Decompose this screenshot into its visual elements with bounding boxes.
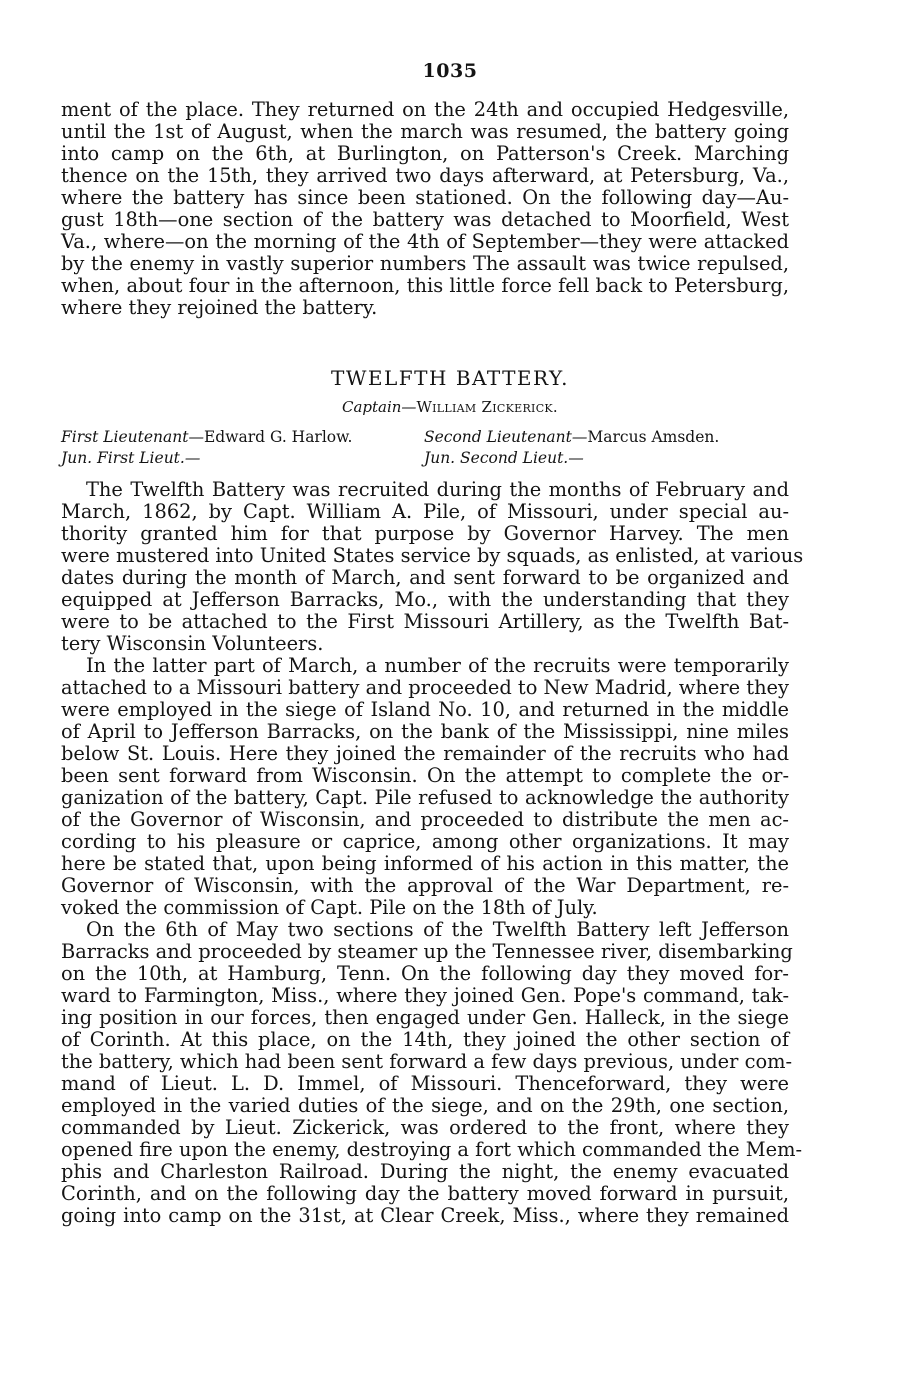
first-lieutenant: [61, 428, 352, 446]
second-lieutenant-name: Marcus Amsden.: [587, 428, 720, 446]
text-line: of the Governor of Wisconsin, and proceeded to distribute the men ac-: [61, 808, 789, 831]
text-line: Barracks and proceeded by steamer up the Tennessee river, disembarking: [61, 940, 793, 963]
text-line: cording to his pleasure or caprice, among other organizations. It may: [61, 830, 789, 853]
text-line: tery Wisconsin Volunteers.: [61, 632, 324, 655]
text-line: gust 18th—one section of the battery was detached to Moorfield, West: [61, 208, 789, 231]
text-line: thence on the 15th, they arrived two days afterward, at Petersburg, Va.,: [61, 164, 789, 187]
jun-second-lieutenant: Jun. Second Lieut.—: [424, 449, 584, 467]
text-line: of April to Jefferson Barracks, on the bank of the Mississippi, nine miles: [61, 720, 789, 743]
text-line: until the 1st of August, when the march was resumed, the battery going: [61, 120, 789, 143]
text-line: into camp on the 6th, at Burlington, on Patterson's Creek. Marching: [61, 142, 789, 165]
text-line: commanded by Lieut. Zickerick, was ordered to the front, where they: [61, 1116, 789, 1139]
text-line: ment of the place. They returned on the 24th and occupied Hedgesville,: [61, 98, 789, 121]
text-line: going into camp on the 31st, at Clear Creek, Miss., where they remained: [61, 1204, 789, 1227]
text-line: Corinth, and on the following day the battery moved forward in pursuit,: [61, 1182, 789, 1205]
text-line: mand of Lieut. L. D. Immel, of Missouri. Thenceforward, they were: [61, 1072, 789, 1095]
second-lieutenant-label: Second Lieutenant—: [424, 428, 588, 446]
text-line: were employed in the siege of Island No. 10, and returned in the middle: [61, 698, 789, 721]
text-line: phis and Charleston Railroad. During the night, the enemy evacuated: [61, 1160, 789, 1183]
text-line: In the latter part of March, a number of the recruits were temporarily: [86, 654, 789, 677]
text-line: below St. Louis. Here they joined the remainder of the recruits who had: [61, 742, 789, 765]
second-lieutenant: [424, 428, 719, 446]
text-line: of Corinth. At this place, on the 14th, they joined the other section of: [61, 1028, 789, 1051]
text-line: ward to Farmington, Miss., where they joined Gen. Pope's command, tak-: [61, 984, 789, 1007]
text-line: On the 6th of May two sections of the Twelfth Battery left Jefferson: [86, 918, 789, 941]
captain-line: [0, 398, 900, 416]
text-line: opened fire upon the enemy, destroying a fort which commanded the Mem-: [61, 1138, 803, 1161]
jun-first-lieutenant: Jun. First Lieut.—: [61, 449, 201, 467]
text-line: employed in the varied duties of the siege, and on the 29th, one section,: [61, 1094, 789, 1117]
text-line: here be stated that, upon being informed of his action in this matter, the: [61, 852, 789, 875]
text-line: equipped at Jefferson Barracks, Mo., with the understanding that they: [61, 588, 789, 611]
text-line: thority granted him for that purpose by Governor Harvey. The men: [61, 522, 789, 545]
text-line: by the enemy in vastly superior numbers The assault was twice repulsed,: [61, 252, 789, 275]
text-line: ing position in our forces, then engaged under Gen. Halleck, in the siege: [61, 1006, 789, 1029]
text-line: attached to a Missouri battery and proceeded to New Madrid, where they: [61, 676, 789, 699]
text-line: where the battery has since been stationed. On the following day—Au-: [61, 186, 789, 209]
first-lieutenant-label: First Lieutenant—: [61, 428, 204, 446]
first-lieutenant-name: Edward G. Harlow.: [203, 428, 353, 446]
captain-label: Captain—: [341, 398, 417, 416]
section-heading: TWELFTH BATTERY.: [331, 366, 569, 390]
text-line: The Twelfth Battery was recruited during the months of February and: [86, 478, 789, 501]
text-line: Governor of Wisconsin, with the approval of the War Department, re-: [61, 874, 789, 897]
text-line: were to be attached to the First Missouri Artillery, as the Twelfth Bat-: [61, 610, 789, 633]
text-line: ganization of the battery, Capt. Pile refused to acknowledge the authority: [61, 786, 789, 809]
text-line: voked the commission of Capt. Pile on the 18th of July.: [61, 896, 598, 919]
page-number: 1035: [422, 60, 478, 82]
text-line: Va., where—on the morning of the 4th of September—they were attacked: [61, 230, 789, 253]
text-line: the battery, which had been sent forward a few days previous, under com-: [61, 1050, 793, 1073]
text-line: where they rejoined the battery.: [61, 296, 378, 319]
text-line: when, about four in the afternoon, this little force fell back to Petersburg,: [61, 274, 789, 297]
text-line: been sent forward from Wisconsin. On the attempt to complete the or-: [61, 764, 789, 787]
text-line: on the 10th, at Hamburg, Tenn. On the following day they moved for-: [61, 962, 789, 985]
text-line: dates during the month of March, and sent forward to be organized and: [61, 566, 789, 589]
captain-name: William Zickerick.: [416, 398, 558, 416]
text-line: March, 1862, by Capt. William A. Pile, of Missouri, under special au-: [61, 500, 789, 523]
text-line: were mustered into United States service by squads, as enlisted, at various: [61, 544, 804, 567]
